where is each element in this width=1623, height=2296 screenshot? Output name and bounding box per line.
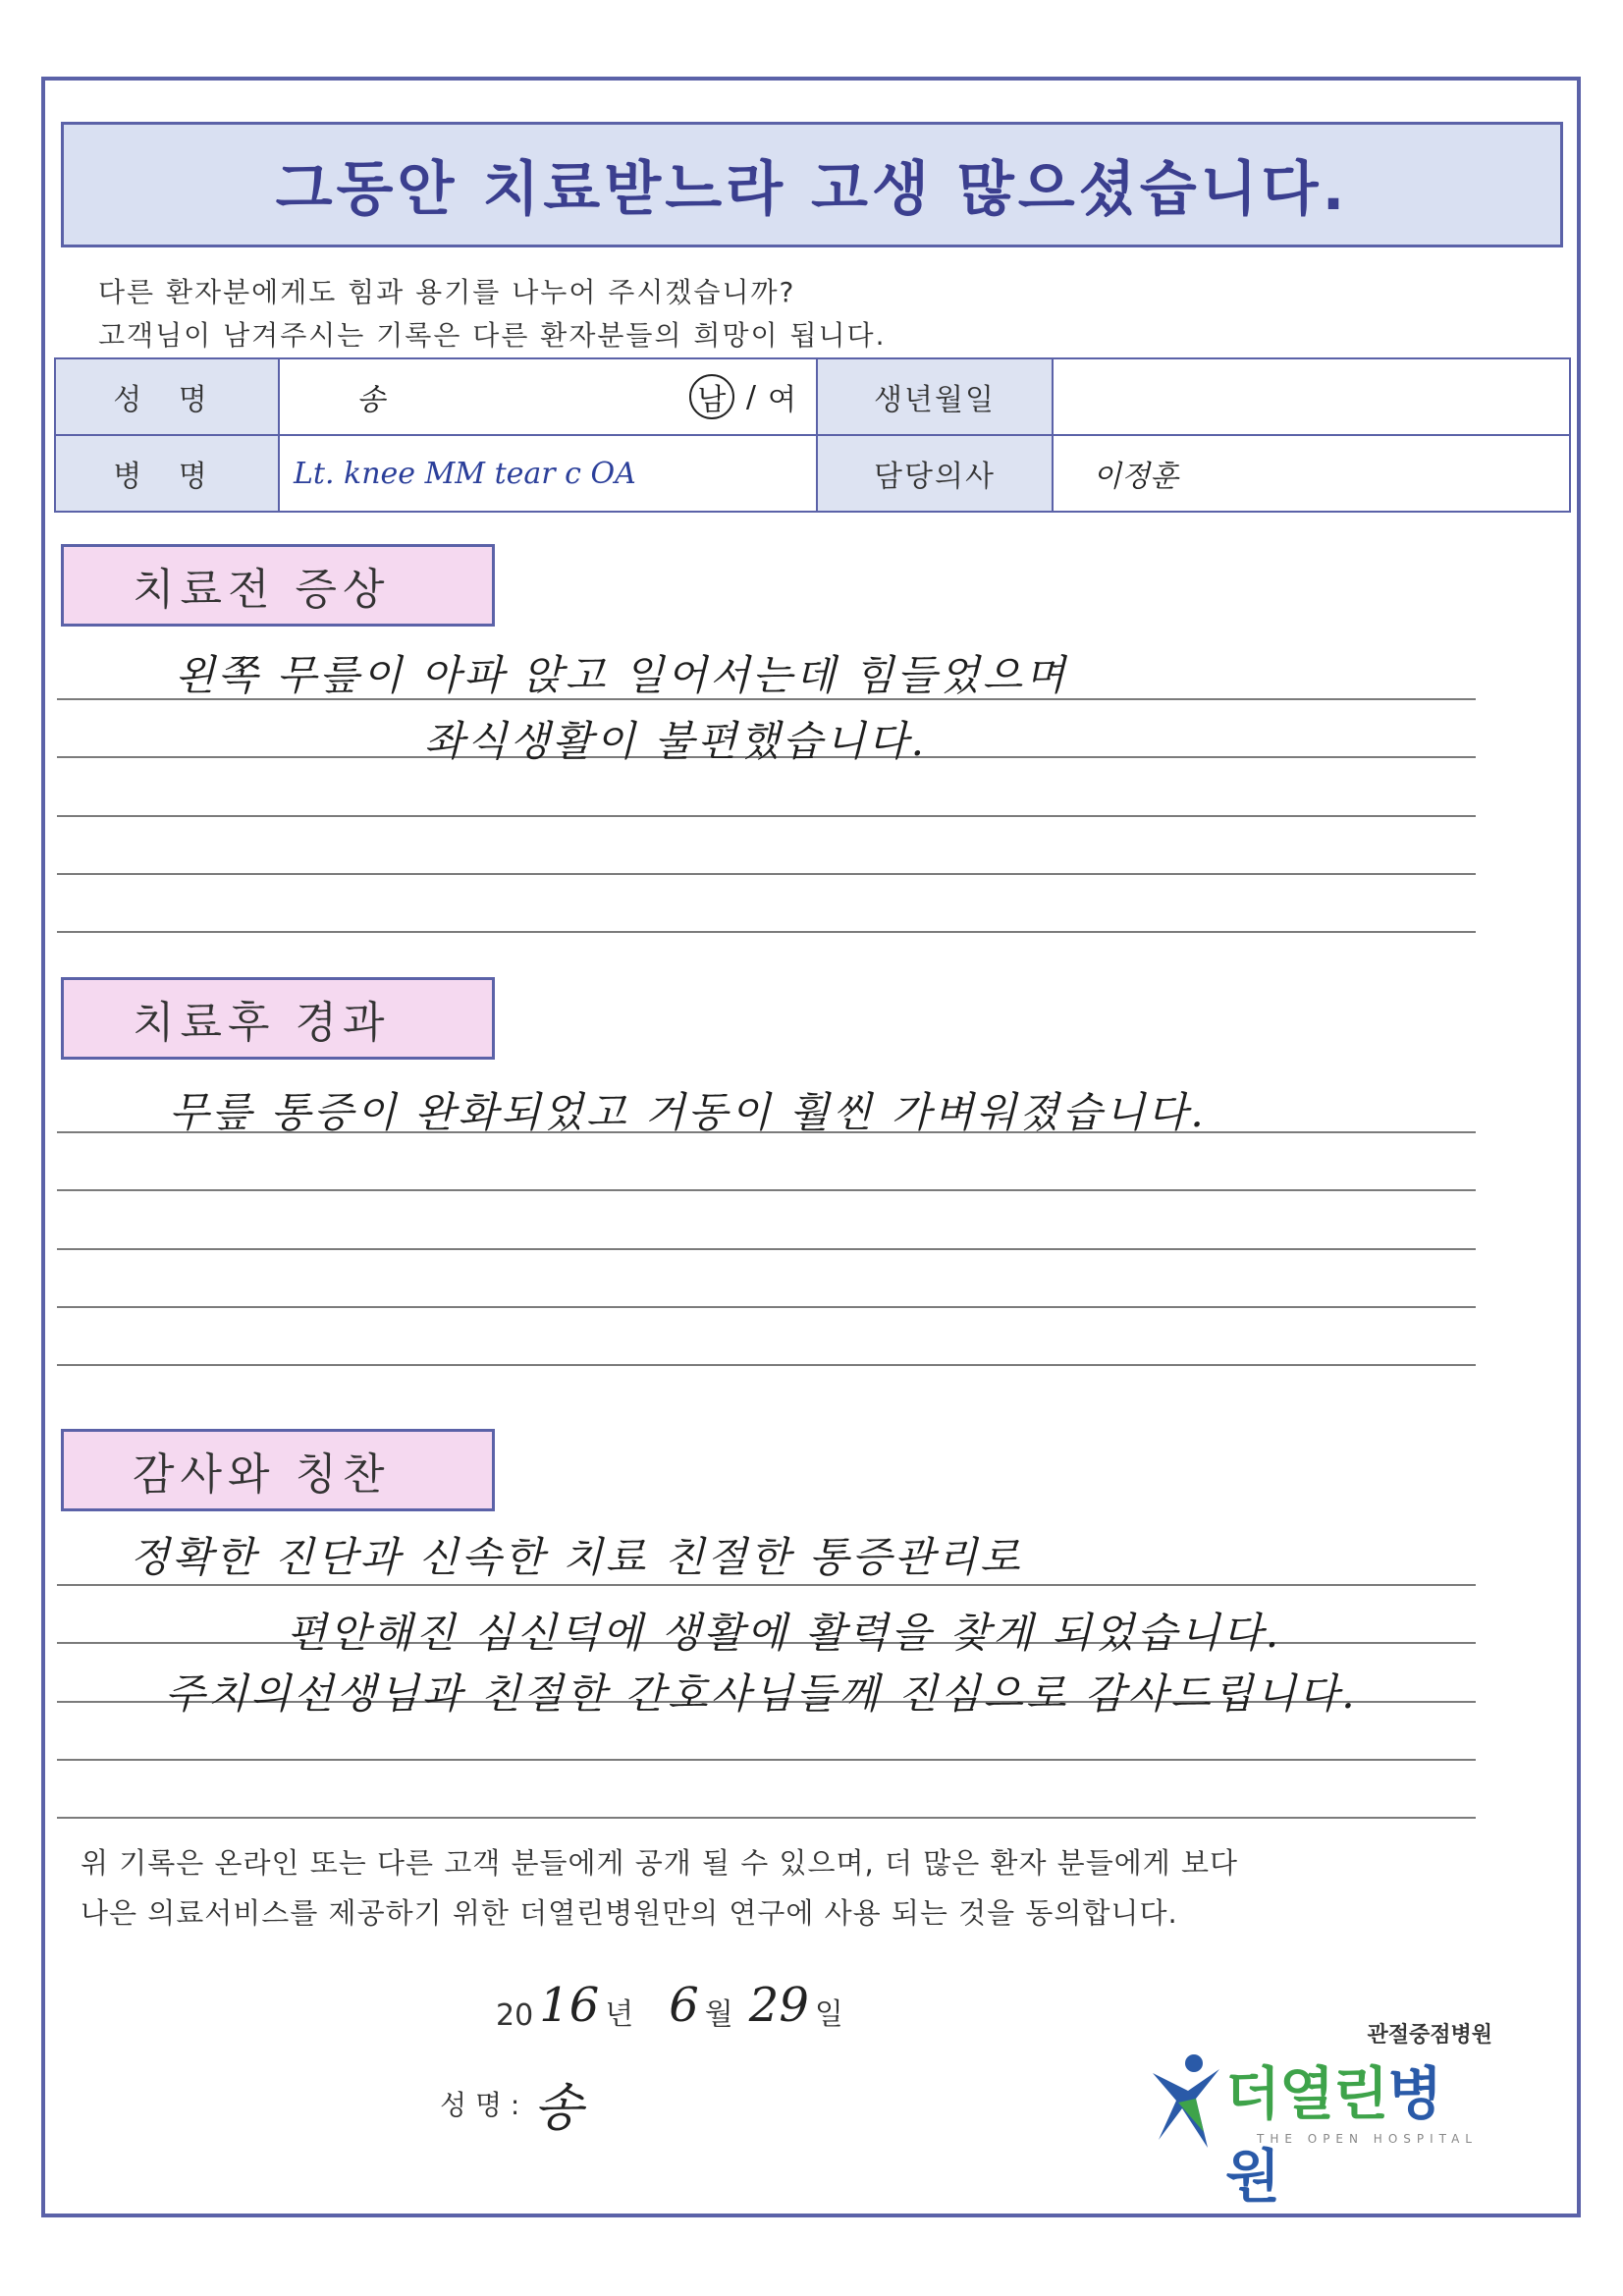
signature-field — [440, 2066, 583, 2140]
patient-info-table — [54, 357, 1571, 513]
intro-line-1: 다른 환자분에게도 힘과 용기를 나누어 주시겠습니까? — [98, 276, 796, 308]
writing-line — [57, 1306, 1476, 1308]
writing-line — [57, 931, 1476, 933]
before-text-line-1: 왼쪽 무릎이 아파 앉고 일어서는데 힘들었으며 — [175, 651, 1068, 699]
logo-subtitle: 관절중점병원 — [1367, 2023, 1492, 2048]
logo-english: THE OPEN HOSPITAL — [1257, 2132, 1478, 2146]
logo-name-green: 더열린 — [1225, 2060, 1388, 2127]
date-month-unit: 월 — [704, 1997, 733, 2032]
name-value: 송 — [356, 383, 385, 417]
title-banner — [61, 122, 1563, 247]
doctor-value: 이정훈 — [1093, 460, 1178, 494]
diagnosis-value: Lt. knee MM tear c OA — [294, 456, 636, 491]
thanks-text-line-2: 편안해진 심신덕에 생활에 활력을 찾게 되었습니다. — [287, 1609, 1282, 1657]
writing-line — [57, 1189, 1476, 1191]
diagnosis-label: 병 명 — [55, 435, 279, 512]
before-text-line-2: 좌식생활이 불편했습니다. — [424, 717, 927, 765]
gender-female: 여 — [768, 383, 796, 417]
thanks-text-line-3: 주치의선생님과 친절한 간호사님들께 진심으로 감사드립니다. — [165, 1669, 1358, 1718]
consent-line-2: 나은 의료서비스를 제공하기 위한 더열린병원만의 연구에 사용 되는 것을 동의합니다. — [81, 1896, 1178, 1930]
date-day: 29 — [748, 1978, 809, 2033]
logo-name — [1225, 2048, 1492, 2213]
name-label: 성 명 — [55, 358, 279, 435]
hospital-logo — [1149, 2018, 1492, 2210]
writing-line — [57, 1759, 1476, 1761]
gender-male-circled: 남 — [689, 374, 734, 419]
gender-separator: / — [745, 379, 757, 414]
diagnosis-cell — [279, 435, 817, 512]
thanks-text-line-1: 정확한 진단과 신속한 치료 친절한 통증관리로 — [130, 1533, 1023, 1581]
section-heading-before: 치료전 증상 — [61, 544, 495, 627]
date-field — [496, 1978, 843, 2033]
signature-label: 성 명 : — [440, 2088, 520, 2121]
date-prefix: 20 — [496, 1998, 534, 2033]
section-heading-thanks: 감사와 칭찬 — [61, 1429, 495, 1511]
info-row-name — [55, 358, 1570, 435]
intro-line-2: 고객님이 남겨주시는 기록은 다른 환자분들의 희망이 됩니다. — [98, 319, 887, 352]
page-title: 그동안 치료받느라 고생 많으셨습니다. — [275, 155, 1349, 224]
doctor-label: 담당의사 — [817, 435, 1053, 512]
logo-name-blue: 병원 — [1225, 2060, 1442, 2210]
doctor-cell — [1053, 435, 1570, 512]
writing-line — [57, 1364, 1476, 1366]
writing-line — [57, 815, 1476, 817]
date-month: 6 — [669, 1978, 699, 2033]
writing-line — [57, 1248, 1476, 1250]
date-day-unit: 일 — [814, 1997, 843, 2032]
info-row-diagnosis — [55, 435, 1570, 512]
name-gender-cell — [279, 358, 817, 435]
date-year-unit: 년 — [605, 1997, 634, 2032]
section-heading-after: 치료후 경과 — [61, 977, 495, 1060]
writing-line — [57, 1817, 1476, 1819]
signature-value: 송 — [533, 2079, 583, 2138]
birth-label: 생년월일 — [817, 358, 1053, 435]
date-year: 16 — [539, 1978, 600, 2033]
writing-line — [57, 1584, 1476, 1586]
logo-figure-icon — [1149, 2053, 1223, 2152]
consent-line-1: 위 기록은 온라인 또는 다른 고객 분들에게 공개 될 수 있으며, 더 많은 환자 분들에게 보다 — [81, 1846, 1238, 1880]
birth-value — [1053, 358, 1570, 435]
after-text-line-1: 무릎 통증이 완화되었고 거동이 훨씬 가벼워졌습니다. — [169, 1088, 1207, 1136]
writing-line — [57, 873, 1476, 875]
